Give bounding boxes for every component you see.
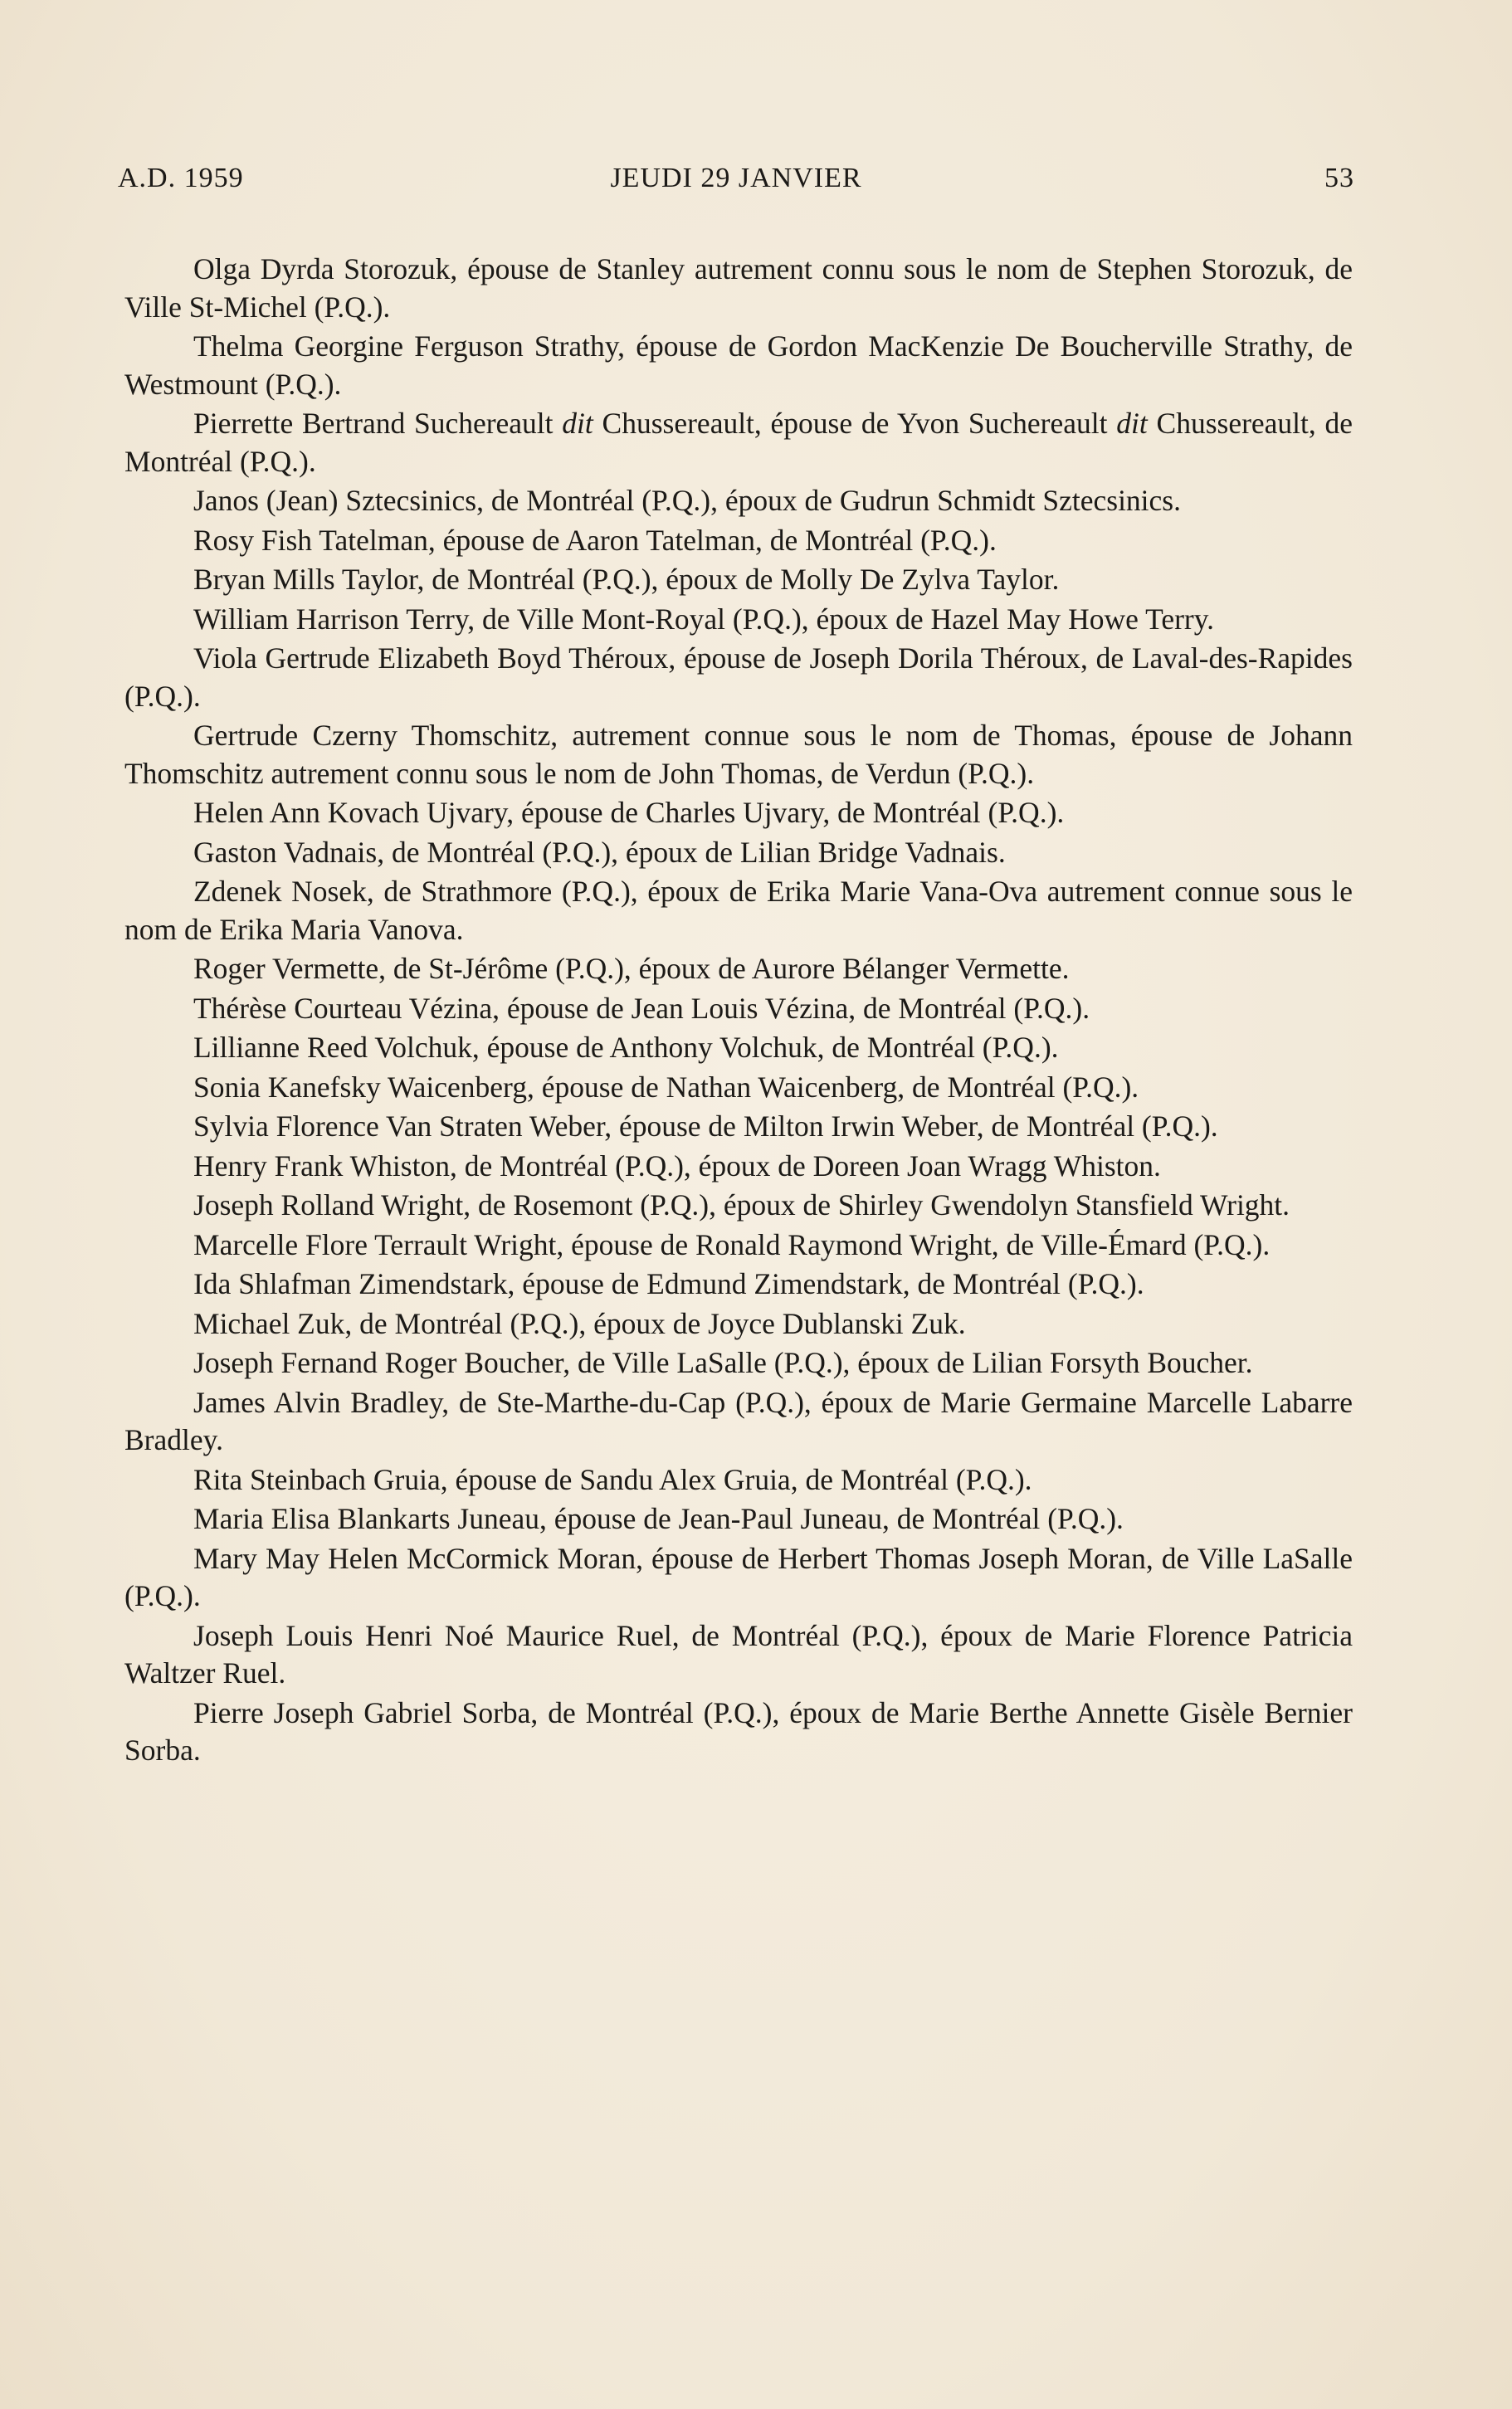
list-item: Sonia Kanefsky Waicenberg, épouse de Nathan Waicenberg, de Montréal (P.Q.).: [193, 1070, 1139, 1104]
list-item: Olga Dyrda Storozuk, épouse de Stanley autrement connu sous le nom de Stephen Storozuk, de Ville St-Michel (P.Q.).: [124, 252, 1353, 324]
list-item: Joseph Rolland Wright, de Rosemont (P.Q.), époux de Shirley Gwendolyn Stansfield Wright.: [193, 1188, 1290, 1222]
list-item: Bryan Mills Taylor, de Montréal (P.Q.), époux de Molly De Zylva Taylor.: [193, 563, 1060, 596]
list-item: Gertrude Czerny Thomschitz, autrement connue sous le nom de Thomas, épouse de Johann Thomschitz autrement connu sous le nom de John Thomas, de Verdun (P.Q.).: [124, 719, 1353, 790]
list-item: Lillianne Reed Volchuk, épouse de Anthony Volchuk, de Montréal (P.Q.).: [193, 1031, 1059, 1064]
list-item: William Harrison Terry, de Ville Mont-Royal (P.Q.), époux de Hazel May Howe Terry.: [193, 602, 1215, 636]
list-item: Henry Frank Whiston, de Montréal (P.Q.), époux de Doreen Joan Wragg Whiston.: [193, 1148, 1161, 1183]
list-item: Rita Steinbach Gruia, épouse de Sandu Alex Gruia, de Montréal (P.Q.).: [193, 1462, 1032, 1496]
list-item: Thelma Georgine Ferguson Strathy, épouse de Gordon MacKenzie De Boucherville Strathy, de Westmount (P.Q.).: [124, 329, 1353, 401]
list-item: Thérèse Courteau Vézina, épouse de Jean Louis Vézina, de Montréal (P.Q.).: [193, 991, 1090, 1025]
entry-list: [124, 251, 1353, 1772]
list-item: Helen Ann Kovach Ujvary, épouse de Charles Ujvary, de Montréal (P.Q.).: [193, 796, 1065, 829]
header-date: JEUDI 29 JANVIER: [610, 163, 862, 193]
page-number: 53: [1324, 163, 1354, 193]
list-item: Pierre Joseph Gabriel Sorba, de Montréal (P.Q.), époux de Marie Berthe Annette Gisèle Bernier Sorba.: [124, 1695, 1353, 1767]
list-item: James Alvin Bradley, de Ste-Marthe-du-Cap (P.Q.), époux de Marie Germaine Marcelle Labarre Bradley.: [124, 1385, 1353, 1456]
list-item: Pierrette Bertrand Suchereault dit Chussereault, épouse de Yvon Suchereault dit Chussereault, de Montréal (P.Q.).: [124, 407, 1353, 478]
list-item: Rosy Fish Tatelman, épouse de Aaron Tatelman, de Montréal (P.Q.).: [193, 523, 997, 557]
header-year: A.D. 1959: [118, 163, 244, 193]
list-item: Janos (Jean) Sztecsinics, de Montréal (P.Q.), époux de Gudrun Schmidt Sztecsinics.: [193, 484, 1181, 517]
list-item: Joseph Louis Henri Noé Maurice Ruel, de Montréal (P.Q.), époux de Marie Florence Patricia Waltzer Ruel.: [124, 1618, 1353, 1690]
list-item: Michael Zuk, de Montréal (P.Q.), époux de Joyce Dublanski Zuk.: [193, 1306, 966, 1340]
list-item: Maria Elisa Blankarts Juneau, épouse de Jean-Paul Juneau, de Montréal (P.Q.).: [193, 1502, 1124, 1535]
running-header: [118, 163, 1354, 204]
list-item: Roger Vermette, de St-Jérôme (P.Q.), époux de Aurore Bélanger Vermette.: [193, 952, 1070, 985]
list-item: Gaston Vadnais, de Montréal (P.Q.), époux de Lilian Bridge Vadnais.: [193, 835, 1006, 869]
list-item: Viola Gertrude Elizabeth Boyd Théroux, épouse de Joseph Dorila Théroux, de Laval-des-Rapides (P.Q.).: [124, 641, 1353, 713]
list-item: Mary May Helen McCormick Moran, épouse de Herbert Thomas Joseph Moran, de Ville LaSalle (P.Q.).: [124, 1541, 1353, 1612]
list-item: Zdenek Nosek, de Strathmore (P.Q.), époux de Erika Marie Vana-Ova autrement connue sous le nom de Erika Maria Vanova.: [124, 875, 1353, 946]
list-item: Sylvia Florence Van Straten Weber, épouse de Milton Irwin Weber, de Montréal (P.Q.).: [193, 1109, 1218, 1143]
list-item: Joseph Fernand Roger Boucher, de Ville LaSalle (P.Q.), époux de Lilian Forsyth Boucher.: [193, 1346, 1253, 1379]
list-item: Marcelle Flore Terrault Wright, épouse de Ronald Raymond Wright, de Ville-Émard (P.Q.).: [193, 1227, 1271, 1261]
list-item: Ida Shlafman Zimendstark, épouse de Edmund Zimendstark, de Montréal (P.Q.).: [193, 1267, 1144, 1300]
